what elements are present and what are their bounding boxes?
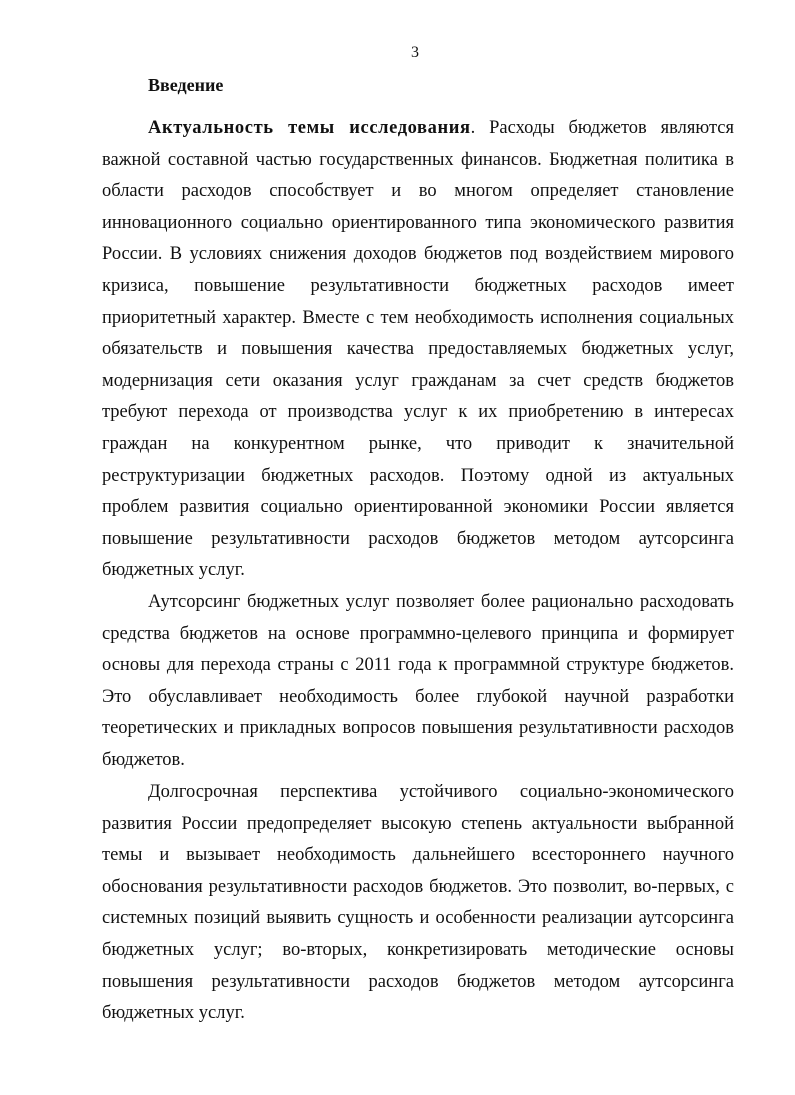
paragraph-lead-end: . (470, 118, 476, 138)
paragraph-text (102, 113, 734, 587)
paragraph-relevance (102, 113, 734, 587)
section-heading: Введение (148, 75, 224, 95)
paragraph-perspective (102, 777, 734, 1030)
paragraph-body: Расходы бюджетов являются важной составной частью государственных финансов. Бюджетная политика в области расходов способствует и во многом определяет становление инновационного социально ориентированного типа экономического развития России. В условиях снижения доходов бюджетов под воздействием мирового кризиса, повышение результативности бюджетных расходов имеет приоритетный характер. Вместе с тем необходимость исполнения социальных обязательств и повышения качества предоставляемых бюджетных услуг, модернизация сети оказания услуг гражданам за счет средств бюджетов требуют перехода от производства услуг к их приобретению в интересах граждан на конкурентном рынке, что приводит к значительной реструктуризации бюджетных расходов. Поэтому одной из актуальных проблем развития социально ориентированной экономики России является повышение результативности расходов бюджетов методом аутсорсинга бюджетных услуг. (102, 118, 734, 581)
paragraph-text: Долгосрочная перспектива устойчивого социально-экономического развития России предопределяет высокую степень актуальности выбранной темы и вызывает необходимость дальнейшего всестороннего научного обоснования результативности расходов бюджетов. Это позволит, во-первых, с системных позиций выявить сущность и особенности реализации аутсорсинга бюджетных услуг; во-вторых, конкретизировать методические основы повышения результативности расходов бюджетов методом аутсорсинга бюджетных услуг. (102, 782, 734, 1024)
paragraph-text: Аутсорсинг бюджетных услуг позволяет более рационально расходовать средства бюджетов на основе программно-целевого принципа и формирует основы для перехода страны с 2011 года к программной структуре бюджетов. Это обуславливает необходимость более глубокой научной разработки теоретических и прикладных вопросов повышения результативности расходов бюджетов. (102, 592, 734, 770)
paragraph-outsourcing (102, 587, 734, 777)
paragraph-lead: Актуальность темы исследования (148, 118, 471, 138)
page-number: 3 (411, 44, 419, 61)
